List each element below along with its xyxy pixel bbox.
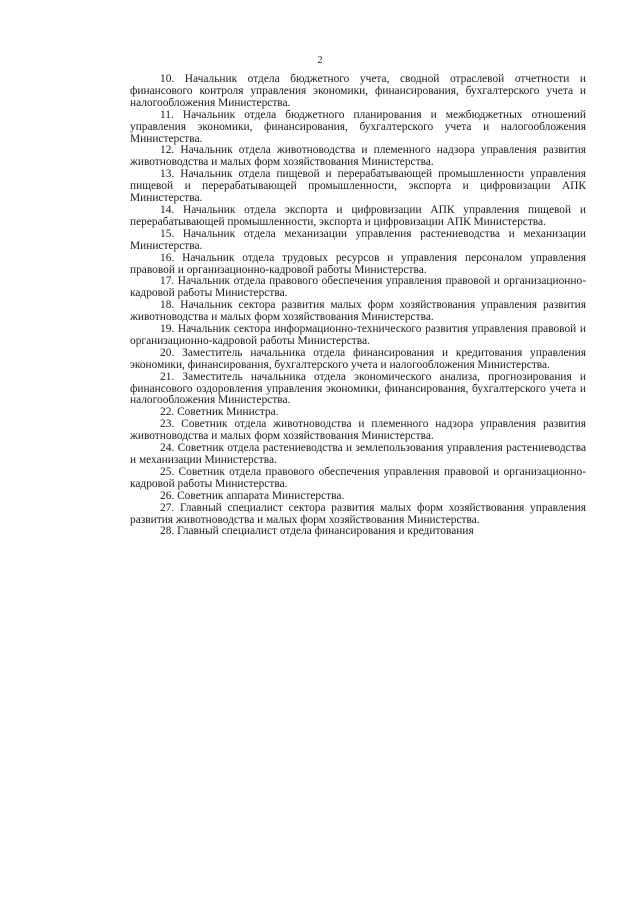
list-item: 13. Начальник отдела пищевой и перерабатывающей промышленности управления пищевой и перерабатывающей промышленности, экспорта и цифровизации АПК Министерства. <box>130 168 586 205</box>
list-item: 17. Начальник отдела правового обеспечения управления правовой и организационно-кадровой работы Министерства. <box>130 275 586 300</box>
list-item: 21. Заместитель начальника отдела экономического анализа, прогнозирования и финансового оздоровления управления экономики, финансирования, бухгалтерского учета и налогообложения Министерства. <box>130 370 586 407</box>
list-item: 12. Начальник отдела животноводства и племенного надзора управления развития животноводства и малых форм хозяйствования Министерства. <box>130 144 586 169</box>
list-item: 10. Начальник отдела бюджетного учета, сводной отраслевой отчетности и финансового контроля управления экономики, финансирования, бухгалтерского учета и налогообложения Министерства. <box>130 73 586 109</box>
list-item: 28. Главный специалист отдела финансирования и кредитования <box>160 525 474 538</box>
list-item: 16. Начальник отдела трудовых ресурсов и управления персоналом управления правовой и организационно-кадровой работы Министерства. <box>130 251 586 276</box>
list-item: 22. Советник Министра. <box>160 406 279 419</box>
list-item: 24. Советник отдела растениеводства и землепользования управления растениеводства и механизации Министерства. <box>130 442 586 466</box>
list-item: 26. Советник аппарата Министерства. <box>160 489 345 502</box>
list-item: 11. Начальник отдела бюджетного планирования и межбюджетных отношений управления экономики, финансирования, бухгалтерского учета и налогообложения Министерства. <box>130 108 586 145</box>
document-body <box>130 74 586 538</box>
page-number: 2 <box>317 55 323 66</box>
list-item: 27. Главный специалист сектора развития малых форм хозяйствования управления развития животноводства и малых форм хозяйствования Министерства. <box>130 501 586 526</box>
list-item: 23. Советник отдела животноводства и племенного надзора управления развития животноводства и малых форм хозяйствования Министерства. <box>130 418 586 443</box>
list-item: 18. Начальник сектора развития малых форм хозяйствования управления развития животноводства и малых форм хозяйствования Министерства. <box>130 299 586 324</box>
list-item: 20. Заместитель начальника отдела финансирования и кредитования управления экономики, финансирования, бухгалтерского учета и налогообложения Министерства. <box>130 346 586 371</box>
list-item: 25. Советник отдела правового обеспечения управления правовой и организационно-кадровой работы Министерства. <box>130 465 586 490</box>
list-item: 14. Начальник отдела экспорта и цифровизации АПК управления пищевой и перерабатывающей промышленности, экспорта и цифровизации АПК Министерства. <box>130 203 586 228</box>
list-item: 15. Начальник отдела механизации управления растениеводства и механизации Министерства. <box>130 227 586 252</box>
list-item: 19. Начальник сектора информационно-технического развития управления правовой и организационно-кадровой работы Министерства. <box>130 323 586 347</box>
